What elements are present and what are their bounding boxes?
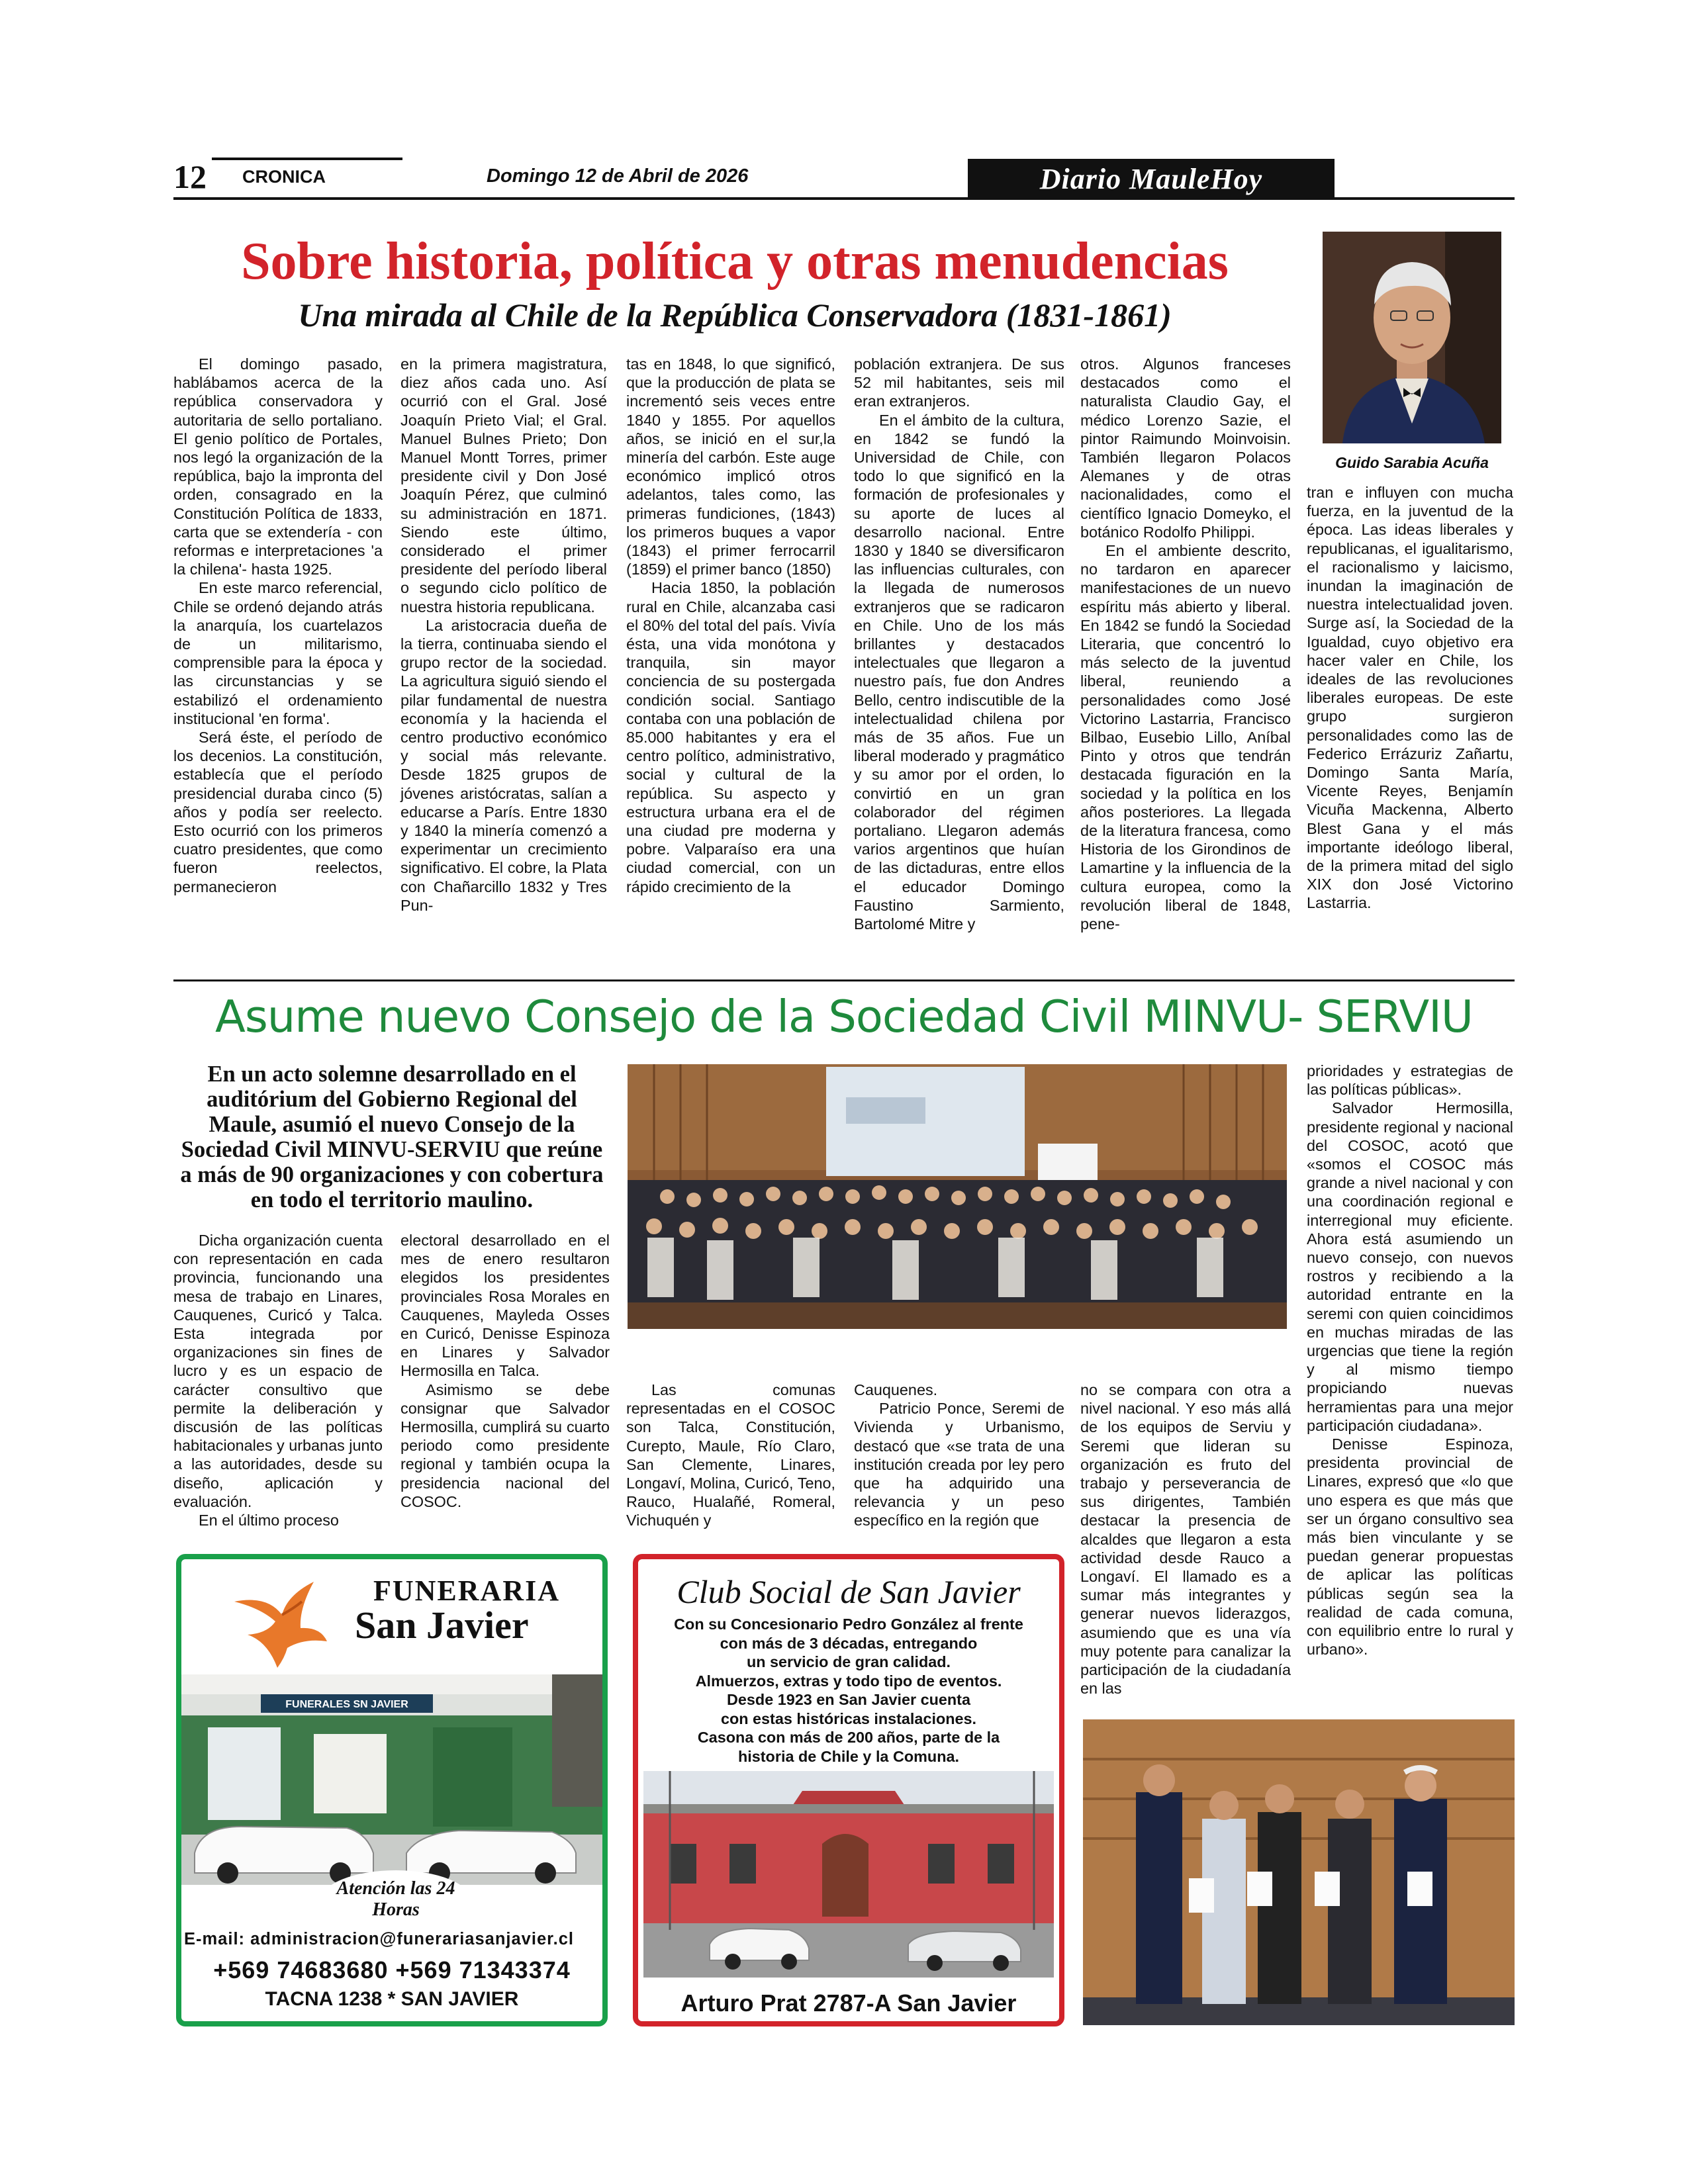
funeraria-title-1: FUNERARIA bbox=[373, 1574, 560, 1607]
article2-lead: En un acto solemne desarrollado en el auditórium del Gobierno Regional del Maule, asumió el nuevo Consejo de la Sociedad Civil MINVU-SERVIU que reúne a más de 90 organizaciones y con cobertura en todo el territorio maulino. bbox=[180, 1062, 604, 1212]
paragraph: Patricio Ponce, Seremi de Vivienda y Urbanismo, destacó que «se trata de una institución creada por ley pero que ha adquirido una relevancia y un peso específico en la región que bbox=[854, 1400, 1064, 1529]
event-photo bbox=[628, 1064, 1287, 1329]
club-photo bbox=[643, 1771, 1054, 1978]
article1-headline: Sobre historia, política y otras menudencias bbox=[241, 232, 1229, 291]
article1-column-6 bbox=[1307, 483, 1513, 913]
paragraph: En este marco referencial, Chile se ordenó dejando atrás la anarquía, los cuartelazos de un militarismo, comprensible para la época y las circunstancias y se estabilizó el ordenamiento institucional 'en forma'. bbox=[173, 579, 383, 727]
article2-column-5 bbox=[1080, 1381, 1291, 1698]
article1-column-5 bbox=[1080, 355, 1291, 933]
paragraph: electoral desarrollado en el mes de enero resultaron elegidos los presidentes provinciales Rosa Morales en Cauquenes, Mayleda Osses en Curicó, Denisse Espinoza en Linares y Salvador Hermosilla en Talca. bbox=[400, 1232, 610, 1380]
article1-subheadline: Una mirada al Chile de la República Conservadora (1831-1861) bbox=[298, 296, 1172, 334]
club-line: un servicio de gran calidad. bbox=[746, 1653, 951, 1670]
paragraph: La aristocracia dueña de la tierra, continuaba siendo el grupo rector de la sociedad. La agricultura siguió siendo el pilar fundamental de nuestra economía y la hacienda el centro productivo económico y social más relevante. Desde 1825 grupos de jóvenes aristócratas, salían a educarse a París. Entre 1830 y 1840 la minería comenzó a experimentar un crecimiento significativo. El cobre, la Plata con Chañarcillo 1832 y Tres Pun- bbox=[400, 616, 607, 914]
article2-column-4 bbox=[854, 1381, 1064, 1530]
club-line: Con su Concesionario Pedro González al frente bbox=[674, 1615, 1023, 1633]
article2-headline: Asume nuevo Consejo de la Sociedad Civil MINVU- SERVIU bbox=[215, 991, 1473, 1042]
article1-column-4 bbox=[854, 355, 1064, 933]
paragraph: tran e influyen con mucha fuerza, en la juventud de la época. Las ideas liberales y republicanas, el igualitarismo, el racionalismo y laicismo, inundan la imaginación de nuestra intelectualidad joven. Surge así, la Sociedad de la Igualdad, cuyo objetivo era hacer valer en Chile, los ideales de las revoluciones liberales europeas. De este grupo surgieron personalidades como las de Federico Errázuriz Zañartu, Domingo Santa María, Vicente Reyes, Benjamín Vicuña Mackenna, Alberto Blest Gana y el más importante ideólogo liberal, de la primera mitad del siglo XIX don José Victorino Lastarria. bbox=[1307, 484, 1513, 912]
article2-column-3 bbox=[626, 1381, 835, 1530]
club-line: Almuerzos, extras y todo tipo de eventos. bbox=[695, 1672, 1002, 1690]
paragraph: prioridades y estrategias de las políticas públicas». bbox=[1307, 1062, 1513, 1099]
article1-column-1 bbox=[173, 355, 383, 896]
club-address: Arturo Prat 2787-A San Javier bbox=[680, 1989, 1017, 2017]
section-divider bbox=[173, 979, 1515, 981]
ad-club-social bbox=[633, 1554, 1064, 2026]
paragraph: Hacia 1850, la población rural en Chile, alcanzaba casi el 80% del total del país. Vivía ésta, una vida monótona y tranquila, sin mayor conciencia de su postergada condición social. Santiago contaba con una población de 85.000 habitantes y era el centro político, administrativo, social y cultural de la república. Su aspecto y estructura urbana era el de una ciudad pre moderna y pobre. Valparaíso era una ciudad comercial, con un rápido crecimiento de la bbox=[626, 579, 835, 895]
phoenix-logo bbox=[221, 1575, 334, 1674]
club-line: con estas históricas instalaciones. bbox=[720, 1709, 977, 1727]
club-line: historia de Chile y la Comuna. bbox=[737, 1747, 960, 1765]
funeraria-phones: +569 74683680 +569 71343374 bbox=[213, 1956, 571, 1983]
funeraria-hours: Atención las 24 Horas bbox=[320, 1870, 471, 1931]
funeraria-email: E-mail: administracion@funerariasanjavier.cl bbox=[184, 1930, 574, 1948]
article1-column-3 bbox=[626, 355, 835, 896]
paragraph: Cauquenes. bbox=[854, 1381, 938, 1398]
header-rule bbox=[173, 197, 1515, 200]
ad-funeraria bbox=[176, 1554, 608, 2026]
svg-text:FUNERALES SN JAVIER: FUNERALES SN JAVIER bbox=[285, 1699, 408, 1710]
club-description bbox=[649, 1615, 1049, 1766]
paragraph: Asimismo se debe consignar que Salvador Hermosilla, cumplirá su cuarto periodo como presidente regional y también ocupa la presidencia nacional del COSOC. bbox=[400, 1381, 610, 1510]
club-line: con más de 3 décadas, entregando bbox=[720, 1634, 978, 1652]
paragraph: en la primera magistratura, diez años cada uno. Así ocurrió con el Gral. José Joaquín Prieto Vial; el Gral. Manuel Bulnes Prieto; Don Manuel Montt Torres, primer presidente civil y Don José Joaquín Pérez, que culminó su administración en 1871. Siendo este último, considerado el primer presidente del período liberal o segundo ciclo político de nuestra historia republicana. bbox=[400, 355, 607, 615]
header-rule-left bbox=[212, 158, 402, 160]
funeraria-title-2: San Javier bbox=[355, 1604, 529, 1647]
article2-column-1 bbox=[173, 1231, 383, 1529]
paragraph: no se compara con otra a nivel nacional. Y eso más allá de los equipos de Serviu y Seremi que lideran su organización es fruto del trabajo y perseverancia de sus dirigentes, También destacar la presencia de alcaldes que llegaron a esta actividad desde Rauco a Longaví. El llamado es a sumar más integrantes y generar nuevos liderazgos, asumiendo que es una vía muy potente para canalizar la participación de la ciudadanía en las bbox=[1080, 1381, 1291, 1698]
club-line: Desde 1923 en San Javier cuenta bbox=[727, 1691, 970, 1708]
paragraph: Denisse Espinoza, presidenta provincial de Linares, expresó que «lo que uno espera es que más que ser un órgano consultivo sea más bien vinculante y se puedan generar propuestas de aplicar las políticas públicas según sea la realidad de cada comuna, con equilibrio entre lo rural y urbano». bbox=[1307, 1435, 1513, 1659]
article2-column-2 bbox=[400, 1231, 610, 1511]
page-number: 12 bbox=[173, 158, 207, 195]
paragraph: tas en 1848, lo que significó, que la producción de plata se incrementó seis veces entre 1840 y 1855. Por aquellos años, se inició en el sur,la minería del carbón. Este auge económico implicó otros adelantos, tales como, las primeras fundiciones, (1843) los primeros buques a vapor (1843) el primer ferrocarril (1859) el primer banco (1850) bbox=[626, 355, 835, 578]
club-line: Casona con más de 200 años, parte de la bbox=[697, 1729, 1000, 1746]
issue-date: Domingo 12 de Abril de 2026 bbox=[487, 165, 749, 187]
funeraria-address: TACNA 1238 * SAN JAVIER bbox=[265, 1988, 519, 2010]
article1-column-2 bbox=[400, 355, 607, 915]
author-portrait bbox=[1323, 232, 1501, 443]
paragraph: En el último proceso bbox=[199, 1512, 339, 1529]
paragraph: otros. Algunos franceses destacados como el naturalista Claudio Gay, el médico Lorenzo Sazie, el pintor Raimundo Moinvoisin. También llegaron Polacos Alemanes y de otras nacionalidades, como el científico Ignacio Domeyko, el botánico Rodolfo Philippi. bbox=[1080, 355, 1291, 541]
officials-photo bbox=[1083, 1719, 1515, 2025]
paragraph: Las comunas representadas en el COSOC son Talca, Constitución, Curepto, Maule, Río Claro, San Clemente, Linares, Longaví, Molina, Curicó, Teno, Rauco, Hualañé, Romeral, Vichuquén y bbox=[626, 1381, 835, 1529]
paragraph: El domingo pasado, hablábamos acerca de la república conservadora y autoritaria de sello portaliano. El genio político de Portales, nos legó la organización de la república, bajo la impronta del orden, consagrado en la Constitución Política de 1833, carta que se extendería - con reformas e interpretaciones 'a la chilena'- hasta 1925. bbox=[173, 355, 383, 578]
paragraph: Salvador Hermosilla, presidente regional y nacional del COSOC, acotó que «somos el COSOC más grande a nivel nacional y con una coordinación regional e interregional muy eficiente. Ahora está asumiendo un nuevo consejo, con nuevos rostros y recibiendo a la autoridad entrante en la seremi con quien coincidimos en muchas miradas de las urgencias que tiene la región y al mismo tiempo propiciando nuevas herramientas para una mejor participación ciudadana». bbox=[1307, 1099, 1513, 1434]
masthead: Diario MauleHoy bbox=[968, 159, 1335, 200]
paragraph: Será éste, el período de los decenios. La constitución, establecía que el período presidencial duraba cinco (5) años y podía ser reelecto. Esto ocurrió con los primeros cuatro presidentes, que como fueron reelectos, permanecieron bbox=[173, 729, 383, 895]
author-caption: Guido Sarabia Acuña bbox=[1335, 454, 1489, 471]
article2-column-6 bbox=[1307, 1062, 1513, 1659]
paragraph: En el ambiente descrito, no tardaron en aparecer manifestaciones de un nuevo espíritu más abierto y liberal. En 1842 se fundó la Sociedad Literaria, que concentró lo más selecto de la juventud liberal, reuniendo a personalidades como José Victorino Lastarria, Francisco Bilbao, Eusebio Lillo, Aníbal Pinto y otros que tendrán destacada figuración en la sociedad y la política en los años posteriores. La llegada de la literatura francesa, como Historia de los Girondinos de Lamartine y la influencia de la cultura europea, como la revolución liberal de 1848, pene- bbox=[1080, 542, 1291, 933]
paragraph: En el ámbito de la cultura, en 1842 se fundó la Universidad de Chile, con todo lo que significó en la formación de profesionales y su aporte de luces al desarrollo nacional. Entre 1830 y 1840 se diversificaron las influencias culturales, con la llegada de numerosos extranjeros que se radicaron en Chile. Uno de los más brillantes y destacados intelectuales que llegaron a nuestro país, fue don Andres Bello, centro indiscutible de la intelectualidad chilena por más de 35 años. Fue un liberal moderado y pragmático y su amor por el orden, lo convirtió en un gran colaborador del régimen portaliano. Llegaron además varios argentinos que huían de las dictaduras, entre ellos el educador Domingo Faustino Sarmiento, Bartolomé Mitre y bbox=[854, 411, 1064, 933]
club-title: Club Social de San Javier bbox=[677, 1573, 1021, 1610]
paragraph: población extranjera. De sus 52 mil habitantes, seis mil eran extranjeros. bbox=[854, 355, 1064, 410]
section-label: CRONICA bbox=[242, 167, 326, 187]
funeraria-photo bbox=[181, 1674, 602, 1885]
paragraph: Dicha organización cuenta con representación en cada provincia, funcionando una mesa de trabajo en Linares, Cauquenes, Curicó y Talca. Esta integrada por organizaciones sin fines de lucro y es un espacio de carácter consultivo que permite la deliberación y discusión de las políticas habitacionales y urbanas junto a las autoridades, desde su diseño, aplicación y evaluación. bbox=[173, 1232, 383, 1510]
